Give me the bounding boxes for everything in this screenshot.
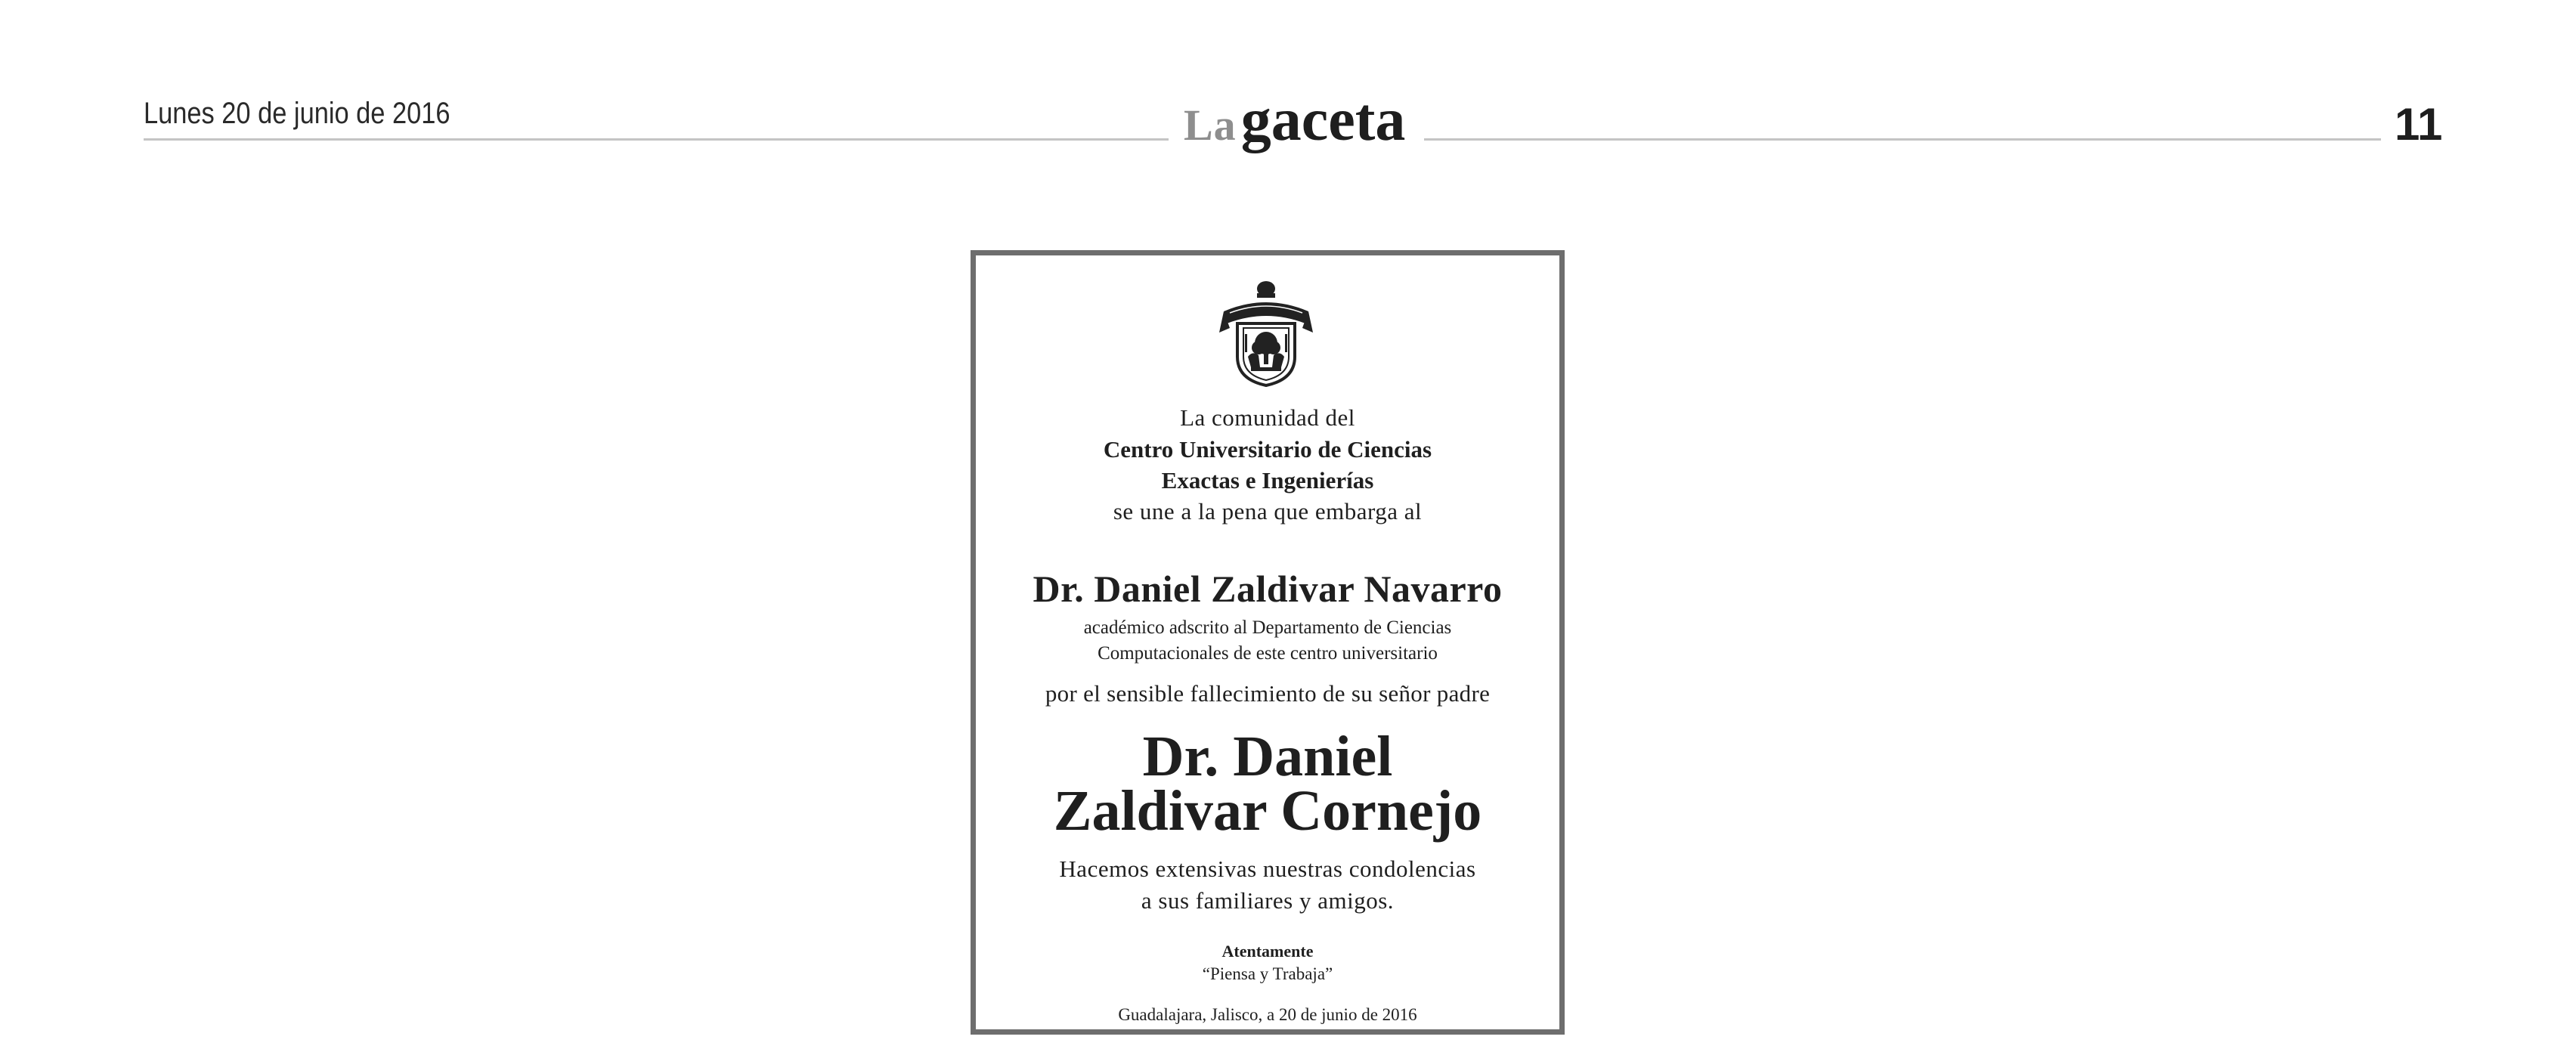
condolence-notice xyxy=(971,250,1565,1035)
deceased-name-line-2: Zaldivar Cornejo xyxy=(1053,779,1482,843)
joins-grief-text: se une a la pena que embarga al xyxy=(1113,498,1423,524)
honoree-name: Dr. Daniel Zaldivar Navarro xyxy=(1033,568,1503,610)
issue-date: Lunes 20 de junio de 2016 xyxy=(144,97,450,130)
institution-line-1: Centro Universitario de Ciencias xyxy=(1103,436,1432,463)
condolences-line-1: Hacemos extensivas nuestras condolencias xyxy=(1059,856,1476,882)
deceased-name-line-1: Dr. Daniel xyxy=(1142,725,1393,788)
condolences-line-2: a sus familiares y amigos. xyxy=(1141,887,1395,914)
institution-line-2: Exactas e Ingenierías xyxy=(1161,467,1374,494)
notice-intro: La comunidad del xyxy=(1180,404,1355,431)
masthead-gaceta: gaceta xyxy=(1240,87,1406,153)
honoree-role-line-2: Computacionales de este centro universitario xyxy=(1098,643,1438,664)
honoree-role-line-1: académico adscrito al Departamento de Ciencias xyxy=(1083,617,1452,638)
bereavement-reason: por el sensible fallecimiento de su señor padre xyxy=(1045,680,1491,707)
place-and-date: Guadalajara, Jalisco, a 20 de junio de 2016 xyxy=(1118,1005,1417,1024)
closing-salutation: Atentamente xyxy=(1221,942,1314,961)
header-rule-left xyxy=(144,138,1169,141)
university-crest-icon xyxy=(1219,278,1313,387)
header-rule-right xyxy=(1424,138,2381,141)
university-motto: “Piensa y Trabaja” xyxy=(1202,964,1333,983)
page-number: 11 xyxy=(2395,99,2443,150)
masthead-la: La xyxy=(1184,101,1237,150)
masthead-logo xyxy=(1184,86,1405,155)
